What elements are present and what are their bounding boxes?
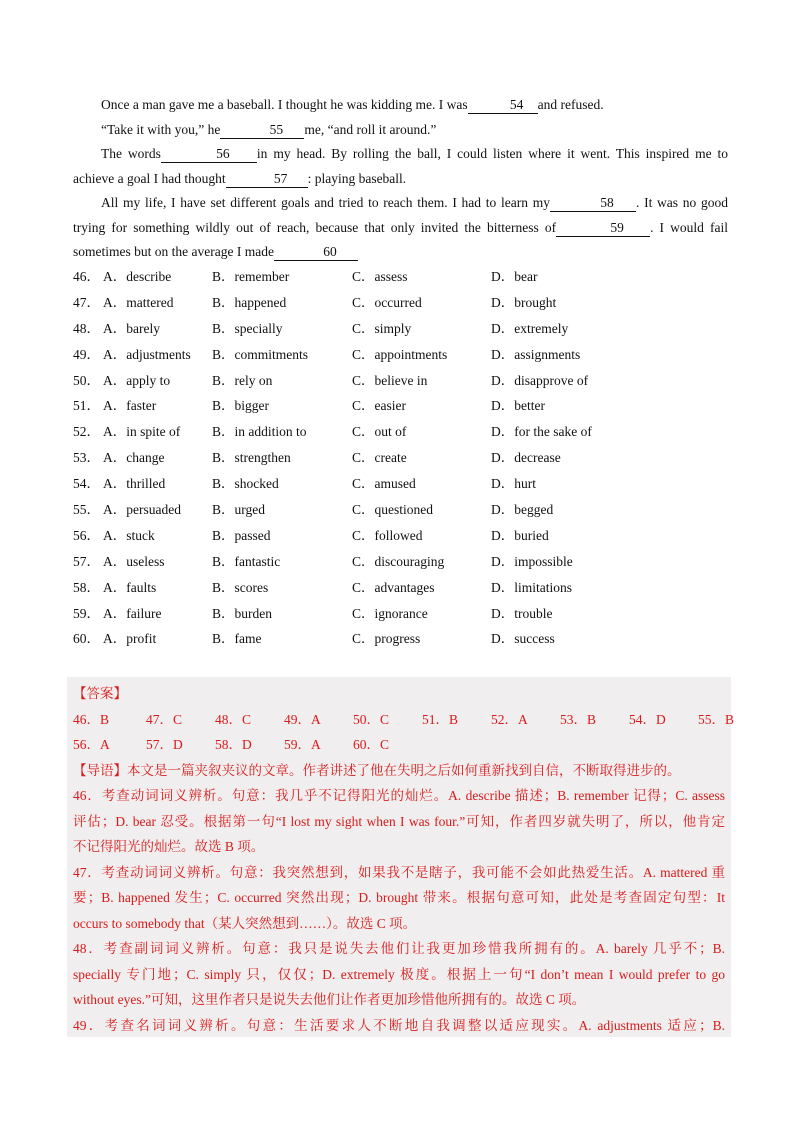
- option-row: [73, 626, 728, 652]
- explanation-line: 评估；D. bear 忍受。根据第一句“I lost my sight when I was four.”可知，作者四岁就失明了，所以，他肯定: [73, 813, 725, 829]
- option-c: C．ignorance: [352, 605, 428, 621]
- option-a: A．describe: [103, 269, 172, 284]
- option-d: D．decrease: [491, 450, 561, 466]
- question-number: 51．: [73, 398, 100, 414]
- option-d: D．impossible: [491, 553, 573, 569]
- option-a: A．faults: [103, 579, 157, 595]
- option-row: [73, 575, 728, 601]
- question-number: 54．: [73, 476, 100, 492]
- passage-text: and refused.: [537, 97, 604, 112]
- blank-58: 58: [550, 195, 636, 212]
- explanation-line: without eyes.”可知，这里作者只是说失去他们让作者更加珍惜他所拥有的。故选 C 项。: [73, 992, 586, 1007]
- option-d: D．extremely: [491, 320, 569, 336]
- option-a: A．thrilled: [103, 476, 166, 492]
- answer-key-item: 46．B: [73, 711, 110, 727]
- answer-key-item: 49．A: [284, 711, 321, 727]
- option-b: B．rely on: [212, 372, 273, 388]
- option-a: A．stuck: [103, 527, 155, 543]
- answer-header: 【答案】: [73, 686, 127, 701]
- option-c: C．occurred: [352, 294, 422, 310]
- explanation-line: 47．考查动词词义辨析。句意：我突然想到，如果我不是瞎子，我可能不会如此热爱生活。A. mattered 重: [73, 864, 725, 880]
- option-c: C．believe in: [352, 372, 428, 388]
- passage-paragraph: [73, 191, 728, 265]
- answer-key-item: 55．B: [698, 711, 735, 727]
- answer-key-item: 47．C: [146, 711, 183, 727]
- option-row: [73, 601, 728, 627]
- blank-56: 56: [161, 146, 257, 163]
- passage-paragraph: [73, 142, 728, 191]
- option-d: D．assignments: [491, 346, 581, 362]
- answer-key-item: 52．A: [491, 711, 528, 727]
- question-number: 56．: [73, 527, 100, 543]
- option-c: C．progress: [352, 631, 421, 647]
- option-a: A．apply to: [103, 372, 171, 388]
- answer-intro: 【导语】本文是一篇夹叙夹议的文章。作者讲述了他在失明之后如何重新找到自信，不断取得进步的。: [73, 762, 681, 778]
- option-b: B．fame: [212, 631, 262, 647]
- option-a: A．useless: [103, 553, 165, 569]
- answer-key-item: 57．D: [146, 737, 183, 752]
- option-c: C．amused: [352, 476, 416, 492]
- option-d: D．better: [491, 398, 545, 414]
- option-d: D．success: [491, 631, 555, 647]
- option-c: C．advantages: [352, 579, 435, 595]
- option-c: C．easier: [352, 398, 406, 414]
- answer-key-item: 60．C: [353, 737, 390, 752]
- option-row: [73, 393, 728, 419]
- answer-key-item: 59．A: [284, 737, 321, 752]
- option-row: [73, 523, 728, 549]
- passage-text: All my life, I have set different goals and tried to reach them. I had to learn my: [101, 195, 550, 210]
- passage-text: Once a man gave me a baseball. I thought he was kidding me. I was: [101, 97, 468, 112]
- option-b: B．urged: [212, 502, 265, 518]
- option-c: C．questioned: [352, 502, 433, 518]
- option-c: C．simply: [352, 320, 412, 336]
- option-d: D．buried: [491, 527, 549, 543]
- option-b: B．remember: [212, 269, 290, 284]
- answer-key-item: 53．B: [560, 711, 597, 727]
- explanation-line: specially 专门地；C. simply 只，仅仅；D. extremely 极度。根据上一句“I don’t mean I would prefer to go: [73, 966, 725, 982]
- option-a: A．change: [103, 450, 165, 466]
- options-list: [73, 264, 728, 652]
- option-b: B．in addition to: [212, 424, 307, 440]
- option-d: D．trouble: [491, 605, 553, 621]
- passage-text: : playing baseball.: [307, 170, 407, 186]
- option-row: [73, 290, 728, 316]
- passage-text: The words: [101, 146, 161, 161]
- option-d: D．for the sake of: [491, 424, 592, 440]
- answer-key-item: 54．D: [629, 711, 666, 727]
- answer-key-item: 48．C: [215, 711, 252, 727]
- option-b: B．passed: [212, 527, 271, 543]
- option-a: A．barely: [103, 320, 160, 336]
- option-d: D．limitations: [491, 579, 572, 595]
- answer-key-item: 51．B: [422, 711, 459, 727]
- question-number: 60．: [73, 631, 100, 647]
- option-a: A．faster: [103, 398, 157, 414]
- option-d: D．hurt: [491, 476, 536, 492]
- option-row: [73, 497, 728, 523]
- passage-text: . I would fail sometimes but on the average I made: [73, 219, 728, 259]
- question-number: 57．: [73, 553, 100, 569]
- question-number: 52．: [73, 424, 100, 440]
- option-c: C．followed: [352, 527, 423, 543]
- answer-key-item: 56．A: [73, 737, 110, 752]
- option-a: A．profit: [103, 631, 157, 647]
- cloze-passage: [73, 93, 728, 265]
- option-a: A．in spite of: [103, 424, 181, 440]
- passage-text: in my head. By rolling the ball, I could listen where it went. This inspired me to achieve a goal I had thought: [73, 146, 728, 186]
- passage-text: “Take it with you,” he: [101, 121, 221, 137]
- explanation-line: 不记得阳光的灿烂。故选 B 项。: [73, 839, 265, 854]
- question-number: 46．: [73, 269, 100, 284]
- option-a: A．mattered: [103, 294, 174, 310]
- option-b: B．commitments: [212, 346, 308, 362]
- question-number: 55．: [73, 502, 100, 518]
- option-d: D．brought: [491, 294, 557, 310]
- answer-key-row: [73, 732, 725, 758]
- question-number: 50．: [73, 372, 100, 388]
- option-row: [73, 549, 728, 575]
- answer-key-row: [73, 707, 735, 733]
- option-a: A．adjustments: [103, 346, 191, 362]
- blank-55: 55: [220, 122, 304, 139]
- blank-60: 60: [274, 244, 358, 261]
- option-a: A．failure: [103, 605, 162, 621]
- blank-59: 59: [556, 220, 650, 237]
- option-b: B．strengthen: [212, 450, 291, 466]
- explanation-line: 要；B. happened 发生；C. occurred 突然出现；D. brought 带来。根据句意可知，此处是考查固定句型：It: [73, 890, 725, 905]
- option-d: D．begged: [491, 502, 554, 518]
- question-number: 49．: [73, 346, 100, 362]
- option-row: [73, 445, 728, 471]
- option-c: C．out of: [352, 424, 407, 440]
- option-row: [73, 419, 728, 445]
- option-c: C．appointments: [352, 346, 448, 362]
- option-c: C．discouraging: [352, 553, 445, 569]
- option-a: A．persuaded: [103, 502, 181, 518]
- option-b: B．burden: [212, 605, 272, 621]
- blank-54: 54: [468, 97, 538, 114]
- option-b: B．specially: [212, 320, 283, 336]
- explanation-line: 49．考查名词词义辨析。句意：生活要求人不断地自我调整以适应现实。A. adjustments 适应；B.: [73, 1017, 725, 1033]
- question-number: 58．: [73, 579, 100, 595]
- option-b: B．bigger: [212, 398, 269, 414]
- option-c: C．create: [352, 450, 407, 466]
- option-row: [73, 471, 728, 497]
- explanation-line: 46．考查动词词义辨析。句意：我几乎不记得阳光的灿烂。A. describe 描述；B. remember 记得；C. assess: [73, 788, 725, 803]
- question-number: 53．: [73, 450, 100, 466]
- option-row: [73, 342, 728, 368]
- option-row: [73, 368, 728, 394]
- option-b: B．happened: [212, 294, 287, 310]
- passage-paragraph: [73, 93, 728, 118]
- option-row: [73, 316, 728, 342]
- passage-text: me, “and roll it around.”: [304, 121, 437, 137]
- explanation-line: 48．考查副词词义辨析。句意：我只是说失去他们让我更加珍惜我所拥有的。A. barely 几乎不；B.: [73, 941, 725, 956]
- explanation-line: occurs to somebody that（某人突然想到……）。故选 C 项。: [73, 915, 417, 931]
- answer-key-item: 58．D: [215, 737, 252, 752]
- question-number: 48．: [73, 320, 100, 336]
- passage-paragraph: [73, 118, 728, 143]
- option-b: B．scores: [212, 579, 269, 595]
- option-row: [73, 264, 728, 290]
- option-d: D．bear: [491, 269, 538, 284]
- option-b: B．fantastic: [212, 553, 281, 569]
- question-number: 47．: [73, 294, 100, 310]
- question-number: 59．: [73, 605, 100, 621]
- passage-text: . It was no good trying for something wildly out of reach, because that only invited the bitterness of: [73, 195, 728, 235]
- option-d: D．disapprove of: [491, 372, 589, 388]
- option-b: B．shocked: [212, 476, 279, 492]
- answer-section: [67, 677, 735, 1037]
- blank-57: 57: [226, 171, 308, 188]
- answer-key-item: 50．C: [353, 711, 390, 727]
- option-c: C．assess: [352, 269, 408, 284]
